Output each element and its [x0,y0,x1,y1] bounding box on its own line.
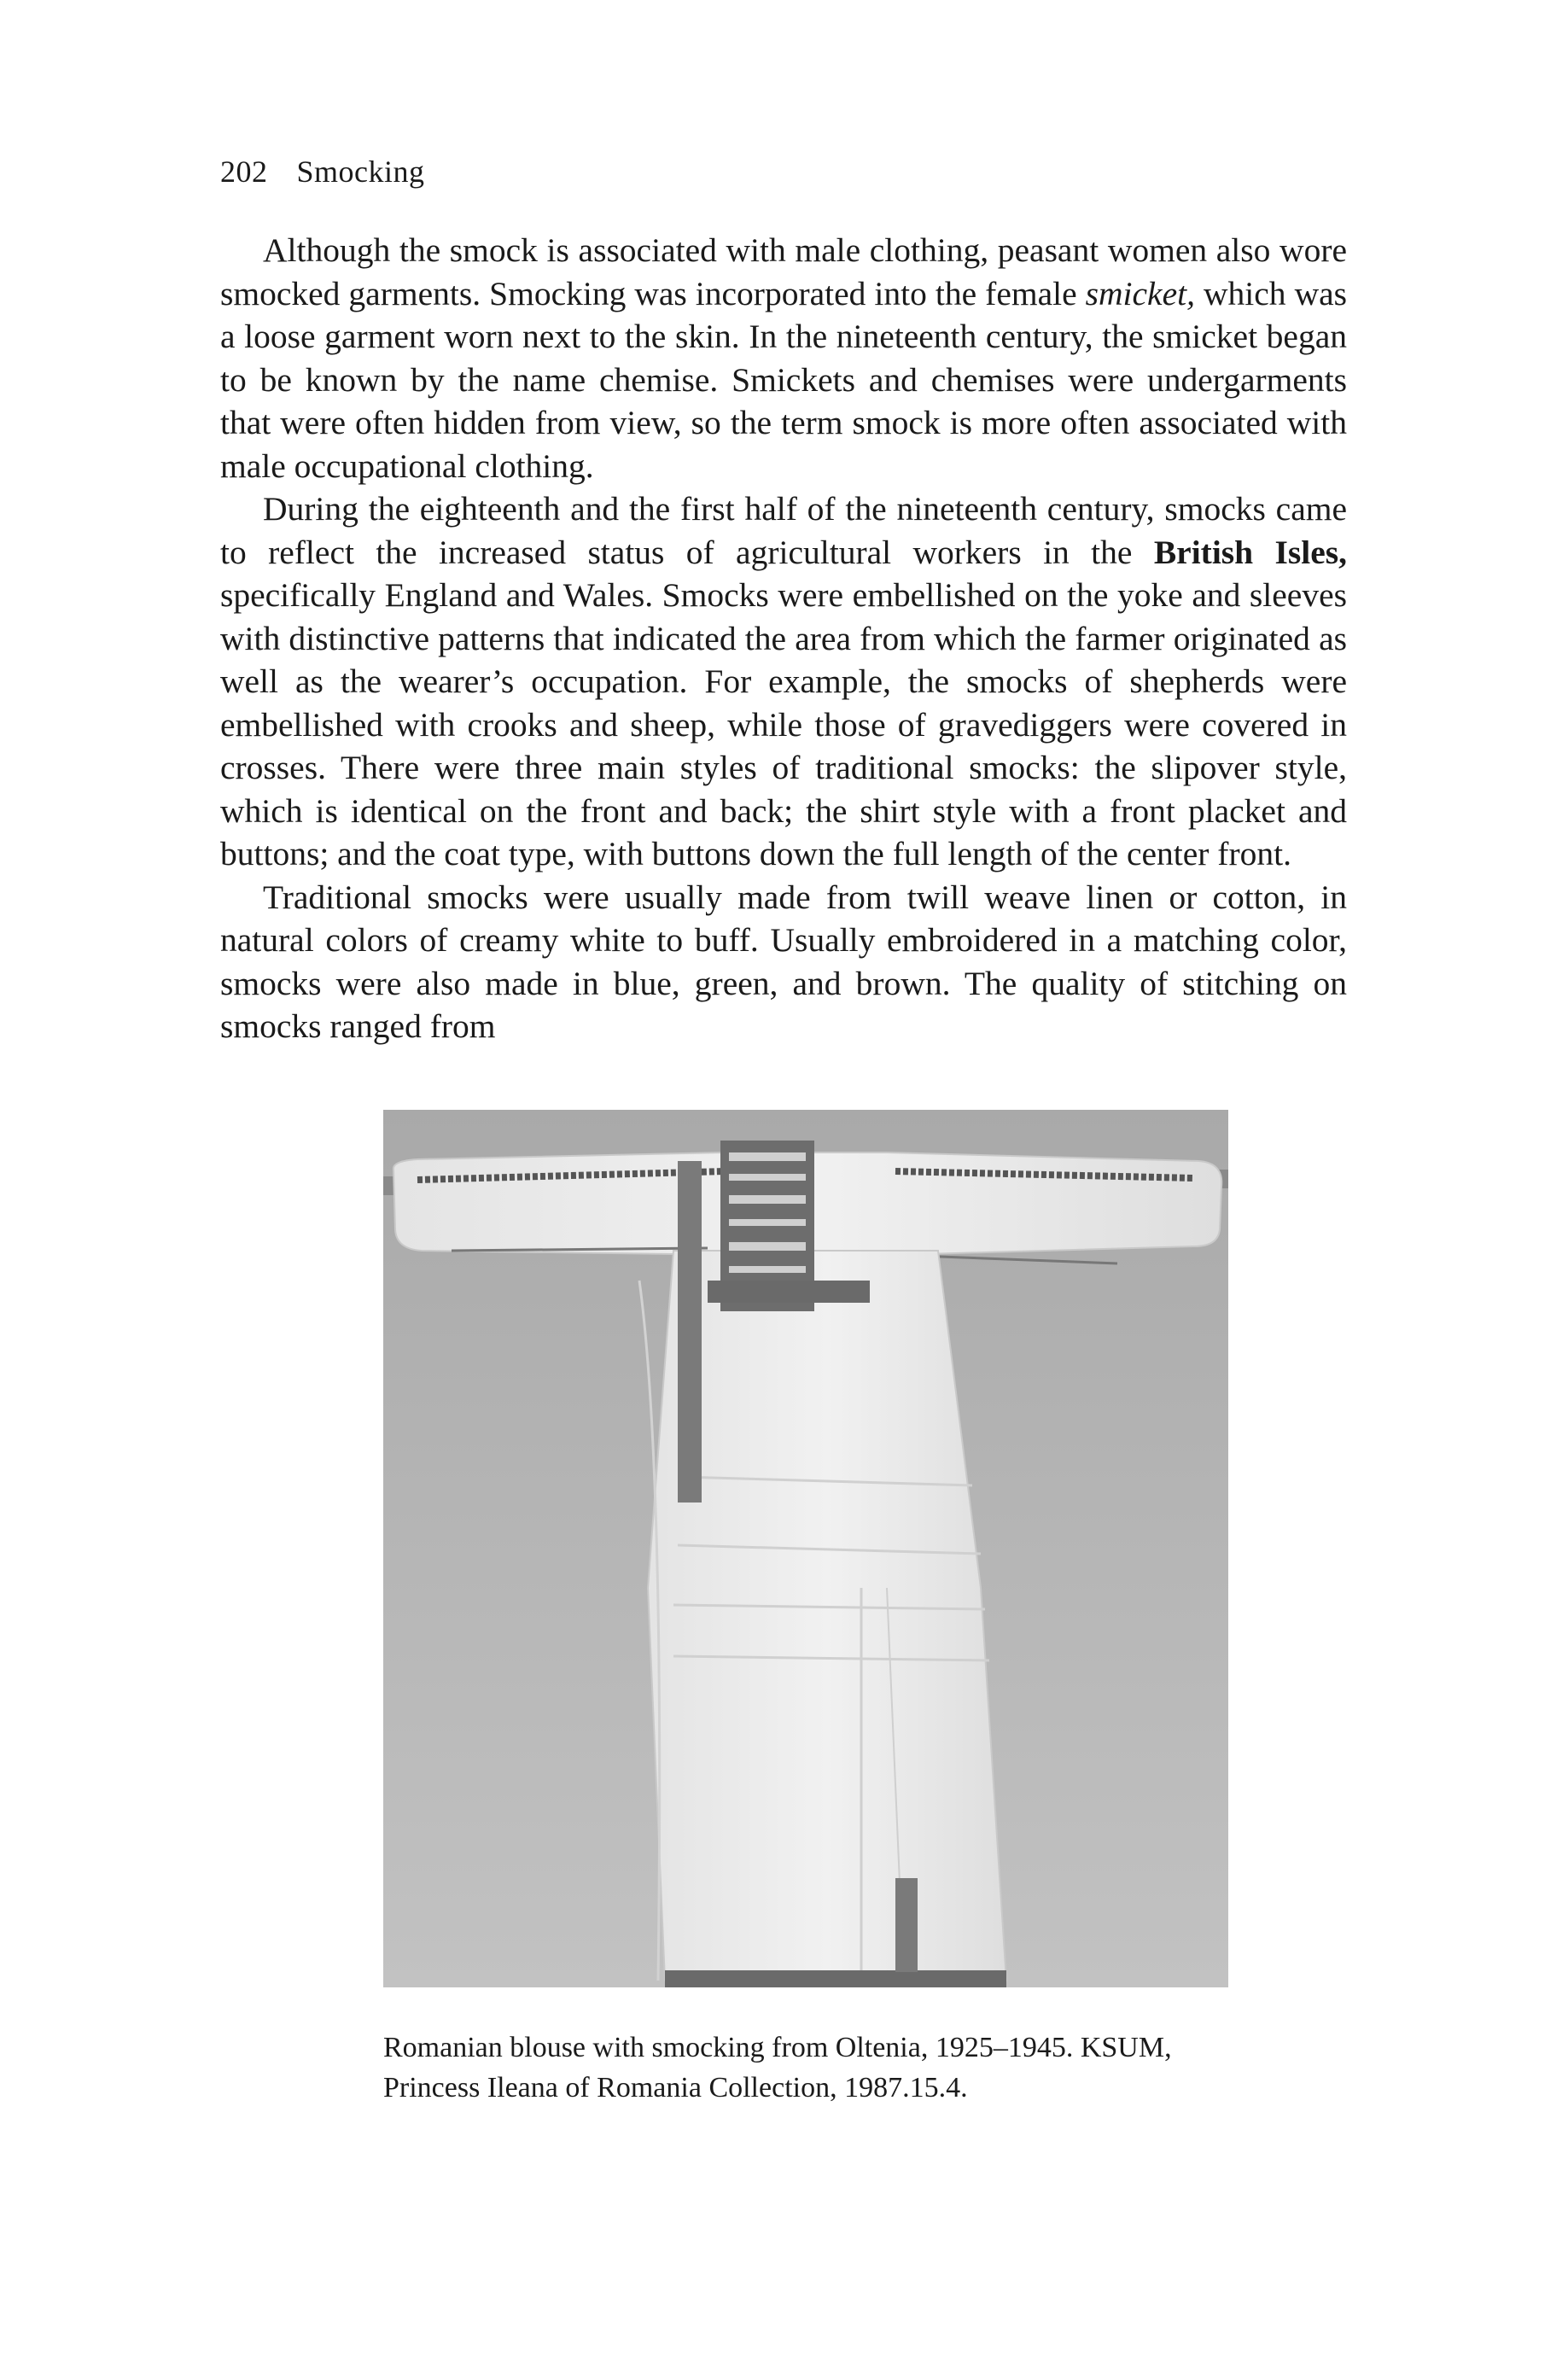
paragraph-2-text: During the eighteenth and the first half of the nineteenth century, smocks came to reflect the increased status of agricultural workers in the [220,490,1347,571]
paragraph-1 [220,229,1347,487]
body-text [220,229,1347,1048]
paragraph-1-text: Although the smock is associated with male clothing, peasant women also wore smocked garments. Smocking was incorporated into the female [220,231,1347,312]
paragraph-2 [220,487,1347,876]
page-number: 202 [220,155,268,189]
caption-line-2: Princess Ileana of Romania Collection, 1987.15.4. [383,2072,968,2104]
section-title: Smocking [296,155,425,189]
term-smicket: smicket, [1085,274,1195,312]
cross-reference-british-isles: British Isles, [1153,533,1347,571]
paragraph-3: Traditional smocks were usually made from twill weave linen or cotton, in natural colors of creamy white to buff. Usually embroidered in a matching color, smocks were also made in blue, green, and brown. The quality of stitching on smocks ranged from [220,878,1347,1045]
paragraph-1-text-cont: which was a loose garment worn next to the skin. In the nineteenth century, the smicket began to be known by the name chemise. Smickets and chemises were undergarments that were often hidden from view, so the term smock is more often associated with male occupational clothing. [220,274,1347,485]
blouse-photograph [383,1110,1228,1987]
caption-line-1: Romanian blouse with smocking from Oltenia, 1925–1945. KSUM, [383,2032,1172,2063]
figure-caption [383,2028,1237,2108]
paragraph-2-text-cont: specifically England and Wales. Smocks were embellished on the yoke and sleeves with distinctive patterns that indicated the area from which the farmer originated as well as the wearer’s occupation. For example, the smocks of shepherds were embellished with crooks and sheep, while those of gravediggers were covered in crosses. There were three main styles of traditional smocks: the slipover style, which is identical on the front and back; the shirt style with a front placket and buttons; and the coat type, with buttons down the full length of the center front. [220,576,1347,872]
running-head [220,154,425,190]
